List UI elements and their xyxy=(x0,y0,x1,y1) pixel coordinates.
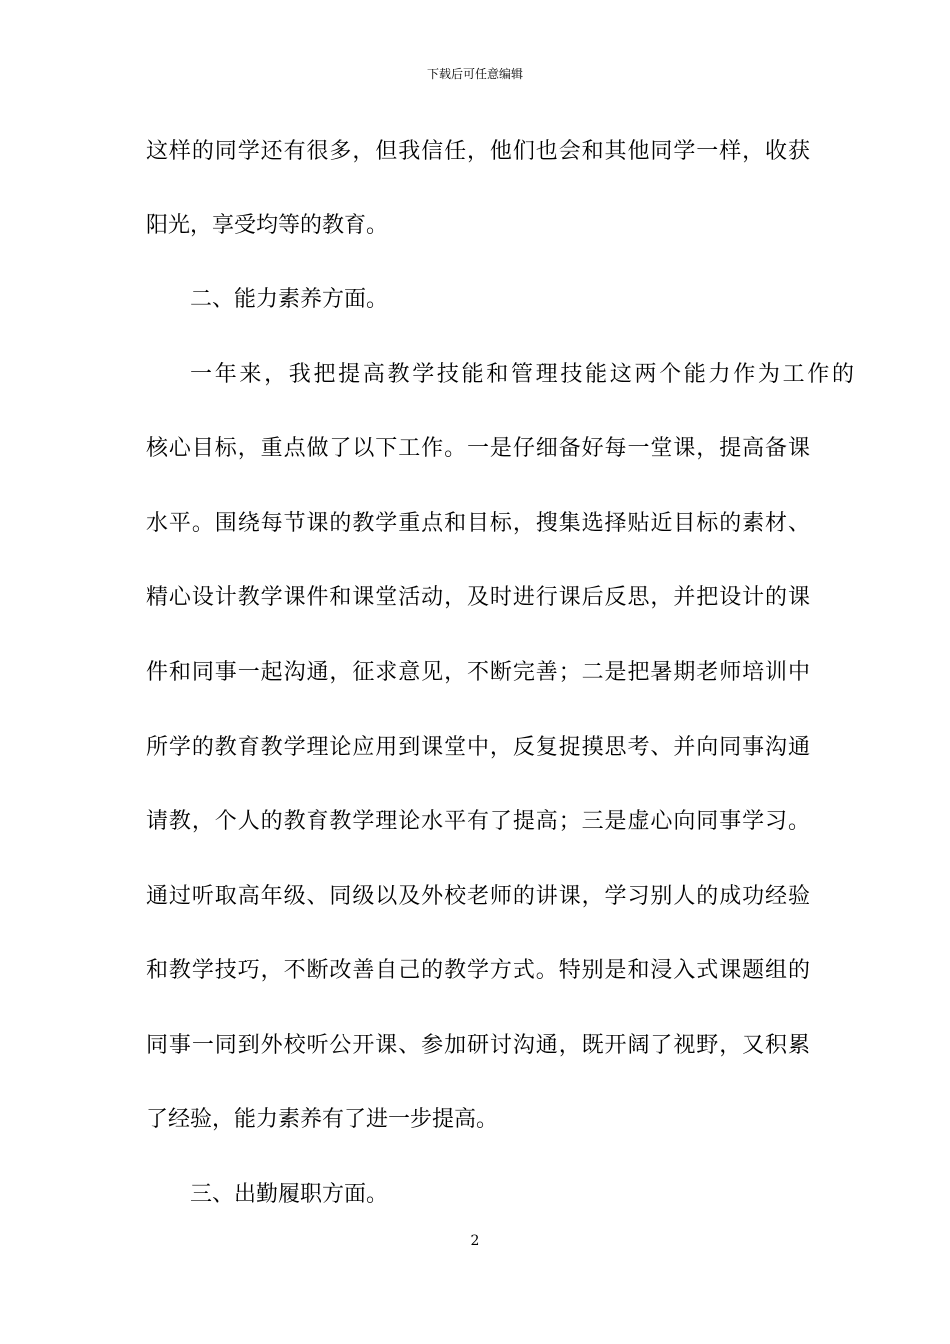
body-line: 水平。围绕每节课的教学重点和目标，搜集选择贴近目标的素材、 xyxy=(146,511,810,536)
body-line: 请教，个人的教育教学理论水平有了提高；三是虚心向同事学习。 xyxy=(146,809,810,834)
page-number: 2 xyxy=(470,1233,480,1249)
body-line: 了经验，能力素养有了进一步提高。 xyxy=(146,1107,499,1132)
body-line: 精心设计教学课件和课堂活动，及时进行课后反思，并把设计的课 xyxy=(146,585,810,610)
body-line: 所学的教育教学理论应用到课堂中，反复捉摸思考、并向同事沟通 xyxy=(146,735,810,760)
body-line: 同事一同到外校听公开课、参加研讨沟通，既开阔了视野，又积累 xyxy=(146,1033,810,1058)
body-line: 件和同事一起沟通，征求意见，不断完善；二是把暑期老师培训中 xyxy=(146,660,810,685)
body-line: 阳光，享受均等的教育。 xyxy=(146,213,389,238)
body-line: 核心目标，重点做了以下工作。一是仔细备好每一堂课，提高备课 xyxy=(146,436,810,461)
section-heading: 二、能力素养方面。 xyxy=(190,287,389,312)
body-line: 一年来，我把提高教学技能和管理技能这两个能力作为工作的 xyxy=(190,362,854,387)
body-line: 和教学技巧，不断改善自己的教学方式。特别是和浸入式课题组的 xyxy=(146,958,810,983)
body-line: 通过听取高年级、同级以及外校老师的讲课，学习别人的成功经验 xyxy=(146,884,810,909)
body-line: 这样的同学还有很多，但我信任，他们也会和其他同学一样，收获 xyxy=(146,139,810,164)
section-heading: 三、出勤履职方面。 xyxy=(190,1182,389,1207)
page-header: 下载后可任意编辑 xyxy=(426,67,523,81)
